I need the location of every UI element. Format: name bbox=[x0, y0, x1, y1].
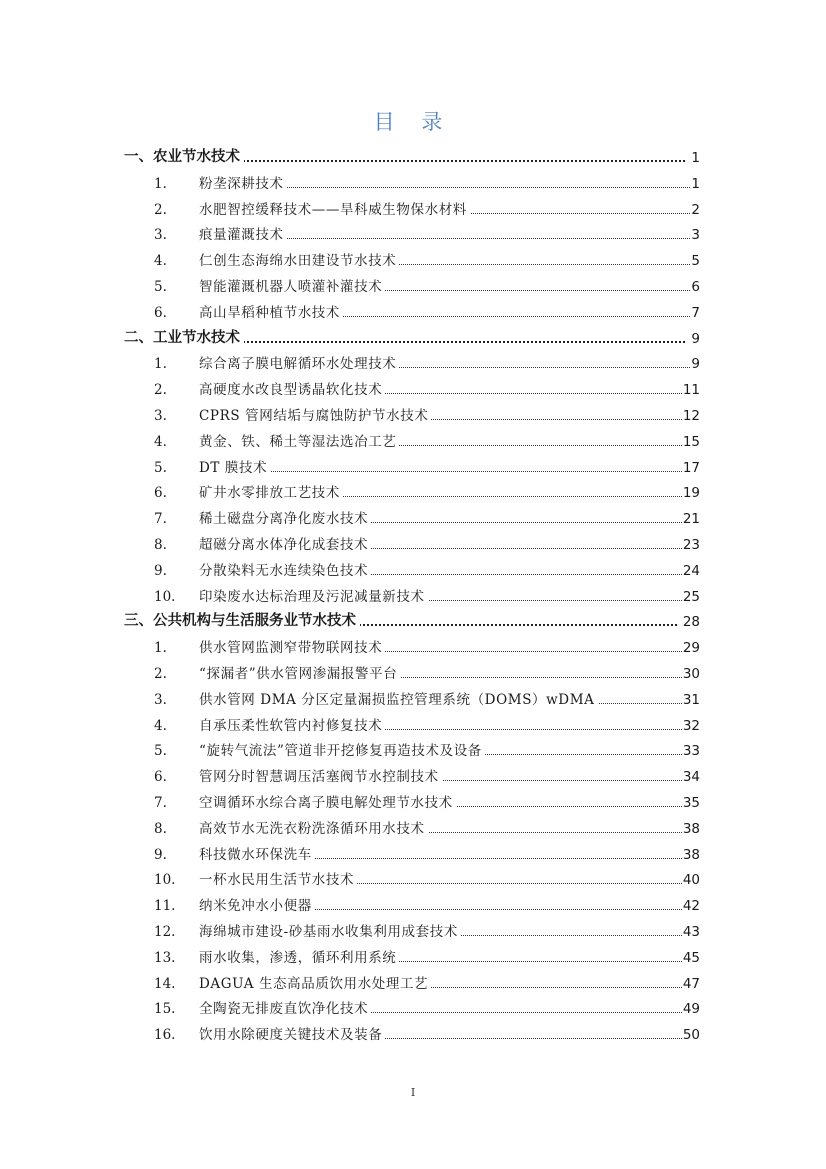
toc-item-page: 24 bbox=[682, 562, 700, 579]
toc-item-label: 仁创生态海绵水田建设节水技术 bbox=[199, 249, 399, 269]
toc-item-page: 33 bbox=[682, 743, 700, 760]
toc-section[interactable] bbox=[0, 325, 826, 347]
toc-section[interactable] bbox=[0, 608, 826, 630]
toc-item[interactable] bbox=[0, 712, 826, 734]
toc-item-page: 2 bbox=[691, 201, 700, 218]
toc-item[interactable] bbox=[0, 402, 826, 424]
page-number-footer: I bbox=[410, 1086, 416, 1099]
toc-item-number: 8. bbox=[154, 537, 167, 553]
toc-item[interactable] bbox=[0, 531, 826, 553]
toc-item-label: 供水管网监测窄带物联网技术 bbox=[199, 636, 385, 656]
toc-item-label: 纳米免冲水小便器 bbox=[199, 894, 315, 914]
toc-item-page: 50 bbox=[682, 1027, 700, 1044]
toc-item[interactable] bbox=[0, 557, 826, 579]
toc-item-label: 综合离子膜电解循环水处理技术 bbox=[199, 352, 399, 372]
toc-item-label: 高硬度水改良型诱晶软化技术 bbox=[199, 378, 385, 398]
toc-item-page: 25 bbox=[682, 588, 700, 605]
toc-item-number: 6. bbox=[154, 304, 167, 321]
toc-section-label: 一、农业节水技术 bbox=[124, 145, 244, 166]
toc-item-number: 14. bbox=[154, 975, 176, 992]
toc-item[interactable] bbox=[0, 763, 826, 785]
toc-item-page: 38 bbox=[682, 846, 700, 863]
toc-item-label: 高效节水无洗衣粉洗涤循环用水技术 bbox=[199, 817, 428, 837]
toc-item-number: 2. bbox=[154, 382, 167, 399]
toc-item-page: 21 bbox=[682, 511, 700, 528]
toc-item-number: 4. bbox=[154, 717, 167, 734]
toc-item[interactable] bbox=[0, 634, 826, 656]
toc-item-page: 30 bbox=[682, 666, 700, 682]
toc-item-label: “旋转气流法”管道非开挖修复再造技术及设备 bbox=[199, 739, 485, 759]
toc-item-label: 饮用水除硬度关键技术及装备 bbox=[199, 1023, 385, 1043]
toc-item-number: 8. bbox=[154, 820, 167, 837]
toc-section-page: 9 bbox=[685, 331, 700, 347]
toc-item-number: 7. bbox=[154, 795, 167, 811]
toc-item-page: 17 bbox=[682, 459, 700, 476]
toc-item-label: 痕量灌溉技术 bbox=[199, 223, 287, 243]
toc-item-label: 水肥智控缓释技术——旱科威生物保水材料 bbox=[199, 198, 470, 218]
toc-item-label: 高山旱稻种植节水技术 bbox=[199, 301, 343, 321]
toc-item-page: 19 bbox=[682, 485, 700, 502]
toc-section-page: 28 bbox=[677, 614, 700, 630]
toc-item-page: 42 bbox=[682, 898, 700, 915]
toc-item-number: 2. bbox=[154, 666, 167, 682]
toc-item-page: 1 bbox=[691, 175, 700, 192]
toc-item[interactable] bbox=[0, 660, 826, 682]
toc-item-label: DT 膜技术 bbox=[199, 456, 270, 476]
toc-item-page: 29 bbox=[682, 640, 700, 657]
toc-item-label: 矿井水零排放工艺技术 bbox=[199, 481, 343, 501]
toc-item[interactable] bbox=[0, 196, 826, 218]
toc-item[interactable] bbox=[0, 583, 826, 605]
toc-item[interactable] bbox=[0, 454, 826, 476]
toc-item-label: 智能灌溉机器人喷灌补灌技术 bbox=[199, 275, 385, 295]
toc-item-page: 11 bbox=[682, 382, 700, 399]
toc-item-label: 管网分时智慧调压活塞阀节水控制技术 bbox=[199, 765, 442, 785]
toc-item[interactable] bbox=[0, 970, 826, 992]
toc-item-number: 5. bbox=[154, 459, 167, 476]
toc-item-number: 5. bbox=[154, 743, 167, 760]
toc-item-page: 3 bbox=[691, 227, 700, 244]
toc-item-page: 45 bbox=[682, 949, 700, 966]
toc-item-label: 雨水收集，渗透，循环利用系统 bbox=[199, 946, 399, 966]
toc-item[interactable] bbox=[0, 170, 826, 192]
toc-item-page: 31 bbox=[682, 691, 700, 708]
toc-item-label: 粉垄深耕技术 bbox=[199, 172, 287, 192]
toc-item-number: 1. bbox=[154, 640, 167, 657]
toc-item[interactable] bbox=[0, 1021, 826, 1043]
toc-item-number: 7. bbox=[154, 511, 167, 528]
toc-item[interactable] bbox=[0, 737, 826, 759]
toc-item-page: 49 bbox=[682, 1001, 700, 1018]
toc-item-number: 10. bbox=[154, 588, 176, 605]
toc-item-label: 稀土磁盘分离净化废水技术 bbox=[199, 507, 371, 527]
toc-item-number: 12. bbox=[154, 924, 176, 940]
toc-item[interactable] bbox=[0, 376, 826, 398]
toc-item[interactable] bbox=[0, 686, 826, 708]
toc-item-label: 黄金、铁、稀土等湿法选冶工艺 bbox=[199, 430, 399, 450]
toc-item-page: 40 bbox=[682, 872, 700, 889]
page-title: 目 录 bbox=[373, 110, 453, 134]
toc-item-number: 6. bbox=[154, 485, 167, 502]
toc-item-page: 12 bbox=[682, 408, 700, 424]
toc-item-label: DAGUA 生态高品质饮用水处理工艺 bbox=[199, 972, 431, 992]
toc-item[interactable] bbox=[0, 995, 826, 1017]
toc-item[interactable] bbox=[0, 428, 826, 450]
toc-item-number: 4. bbox=[154, 253, 167, 270]
toc-item-label: 印染废水达标治理及污泥减量新技术 bbox=[199, 585, 428, 605]
toc-section-label: 二、工业节水技术 bbox=[124, 326, 244, 347]
toc-item-page: 5 bbox=[691, 253, 700, 270]
toc-item-page: 23 bbox=[682, 537, 700, 553]
toc-item-number: 3. bbox=[154, 227, 167, 244]
toc-item-number: 9. bbox=[154, 846, 167, 863]
toc-item[interactable] bbox=[0, 789, 826, 811]
toc-item-number: 10. bbox=[154, 872, 176, 889]
toc-item-number: 1. bbox=[154, 356, 167, 373]
toc-section-label: 三、公共机构与生活服务业节水技术 bbox=[124, 609, 360, 630]
toc-item[interactable] bbox=[0, 841, 826, 863]
toc-item[interactable] bbox=[0, 350, 826, 372]
toc-item-label: 超磁分离水体净化成套技术 bbox=[199, 533, 371, 553]
toc-item-label: 分散染料无水连续染色技术 bbox=[199, 559, 371, 579]
toc-section[interactable] bbox=[0, 144, 826, 166]
toc-item-label: 空调循环水综合离子膜电解处理节水技术 bbox=[199, 791, 456, 811]
toc-item[interactable] bbox=[0, 866, 826, 888]
toc-item[interactable] bbox=[0, 892, 826, 914]
toc-item-page: 34 bbox=[682, 769, 700, 786]
toc-item-number: 1. bbox=[154, 175, 167, 192]
toc-item-page: 9 bbox=[691, 356, 700, 373]
toc-item-label: 供水管网 DMA 分区定量漏损监控管理系统（DOMS）wDMA bbox=[199, 688, 598, 708]
toc-item-number: 2. bbox=[154, 201, 167, 218]
dot-leader bbox=[199, 471, 700, 472]
toc-item-number: 13. bbox=[154, 949, 176, 966]
toc-item-label: 海绵城市建设-砂基雨水收集利用成套技术 bbox=[199, 920, 461, 940]
toc-item-label: “探漏者”供水管网渗漏报警平台 bbox=[199, 662, 400, 682]
toc-item-label: 科技微水环保洗车 bbox=[199, 843, 315, 863]
toc-item-label: 全陶瓷无排废直饮净化技术 bbox=[199, 997, 371, 1017]
toc-item-page: 35 bbox=[682, 795, 700, 811]
toc-item[interactable] bbox=[0, 273, 826, 295]
toc-item-number: 9. bbox=[154, 562, 167, 579]
toc-item-number: 4. bbox=[154, 433, 167, 450]
toc-item-number: 5. bbox=[154, 279, 167, 295]
toc-item-number: 3. bbox=[154, 408, 167, 424]
toc-item-page: 6 bbox=[691, 279, 700, 295]
toc-item-number: 11. bbox=[154, 898, 176, 915]
toc-item-number: 6. bbox=[154, 769, 167, 786]
toc-item[interactable] bbox=[0, 247, 826, 269]
toc-section-page: 1 bbox=[685, 150, 700, 166]
toc-item-page: 15 bbox=[682, 433, 700, 450]
toc-item-page: 32 bbox=[682, 717, 700, 734]
toc-item-label: 自承压柔性软管内衬修复技术 bbox=[199, 714, 385, 734]
toc-item-number: 15. bbox=[154, 1001, 176, 1018]
toc-item-page: 7 bbox=[691, 304, 700, 321]
toc-item-number: 16. bbox=[154, 1027, 176, 1044]
toc-item[interactable] bbox=[0, 221, 826, 243]
toc-item-page: 43 bbox=[682, 924, 700, 940]
toc-item-page: 47 bbox=[682, 975, 700, 992]
toc-item[interactable] bbox=[0, 944, 826, 966]
toc-item[interactable] bbox=[0, 505, 826, 527]
toc-item[interactable] bbox=[0, 815, 826, 837]
toc-item[interactable] bbox=[0, 299, 826, 321]
toc-item-page: 38 bbox=[682, 820, 700, 837]
toc-item-label: CPRS 管网结垢与腐蚀防护节水技术 bbox=[199, 404, 431, 424]
toc-item-number: 3. bbox=[154, 691, 167, 708]
toc-item[interactable] bbox=[0, 918, 826, 940]
toc-item-label: 一杯水民用生活节水技术 bbox=[199, 868, 357, 888]
toc-item[interactable] bbox=[0, 479, 826, 501]
